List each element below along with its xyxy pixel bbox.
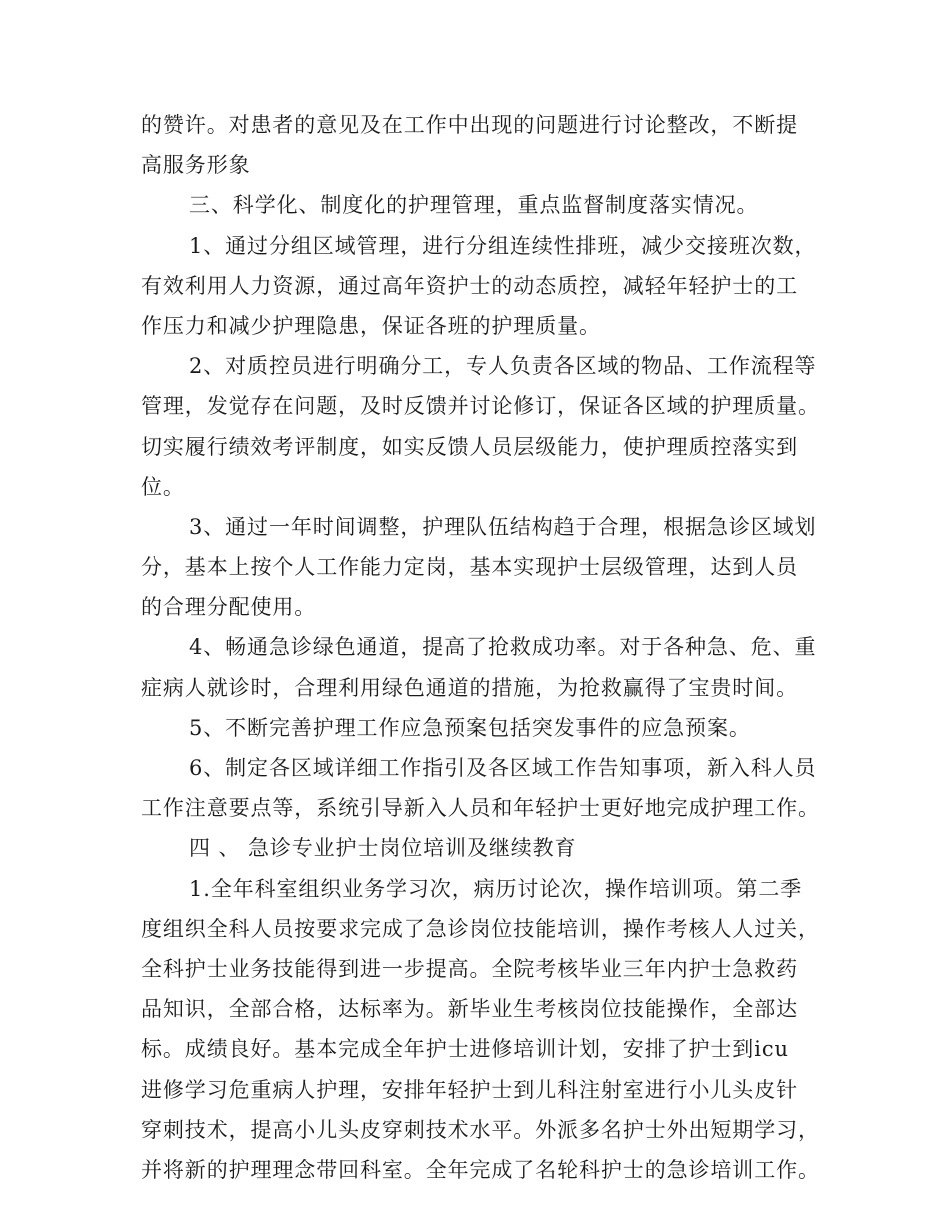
- text-line: 的赞许。对患者的意见及在工作中出现的问题进行讨论整改，不断提: [141, 113, 798, 137]
- text-line: 6、制定各区域详细工作指引及各区域工作告知事项，新入科人员: [189, 756, 817, 780]
- text-line: 切实履行绩效考评制度，如实反馈人员层级能力，使护理质控落实到: [141, 434, 798, 459]
- section-heading: 三、科学化、制度化的护理管理，重点监督制度落实情况。: [189, 193, 759, 218]
- text-line: 3、通过一年时间调整，护理队伍结构趋于合理，根据急诊区域划: [189, 514, 817, 539]
- text-line: 5、不断完善护理工作应急预案包括突发事件的应急预案。: [189, 715, 751, 740]
- text-line: 有效利用人力资源，通过高年资护士的动态质控，减轻年轻护士的工: [141, 273, 798, 298]
- document-body: [141, 105, 820, 1190]
- text-line: 品知识，全部合格，达标率为。新毕业生考核岗位技能操作，全部达: [141, 997, 798, 1022]
- text-line: 进修学习危重病人护理，安排年轻护士到儿科注射室进行小儿头皮针: [141, 1077, 798, 1102]
- text-line: 症病人就诊时，合理利用绿色通道的措施，为抢救赢得了宝贵时间。: [141, 675, 798, 700]
- text-line: 1、通过分组区域管理，进行分组连续性排班，减少交接班次数，: [189, 233, 817, 258]
- text-line: 作压力和减少护理隐患，保证各班的护理质量。: [141, 313, 601, 338]
- text-line: 管理，发觉存在问题，及时反馈并讨论修订，保证各区域的护理质量。: [141, 394, 820, 419]
- text-line: 穿刺技术，提高小儿头皮穿刺技术水平。外派多名护士外出短期学习，: [141, 1117, 820, 1142]
- text-line: 分，基本上按个人工作能力定岗，基本实现护士层级管理，达到人员: [141, 555, 798, 580]
- text-line: 高服务形象: [141, 153, 251, 178]
- text-line: 的合理分配使用。: [141, 595, 317, 620]
- section-heading: 四 、 急诊专业护士岗位培训及继续教育: [189, 836, 577, 861]
- text-line: 1.全年科室组织业务学习次，病历讨论次，操作培训项。第二季: [189, 876, 803, 901]
- text-line: 全科护士业务技能得到进一步提高。全院考核毕业三年内护士急救药: [141, 956, 798, 981]
- text-line: 位。: [141, 474, 185, 499]
- text-line: 工作注意要点等，系统引导新入人员和年轻护士更好地完成护理工作。: [141, 796, 820, 821]
- text-line: 标。成绩良好。基本完成全年护士进修培训计划，安排了护士到icu: [141, 1037, 789, 1062]
- text-line: 并将新的护理理念带回科室。全年完成了名轮科护士的急诊培训工作。: [141, 1157, 820, 1182]
- text-line: 2、对质控员进行明确分工，专人负责各区域的物品、工作流程等: [189, 354, 817, 379]
- text-line: 4、畅通急诊绿色通道，提高了抢救成功率。对于各种急、危、重: [189, 635, 817, 660]
- text-line: 度组织全科人员按要求完成了急诊岗位技能培训，操作考核人人过关，: [141, 916, 820, 941]
